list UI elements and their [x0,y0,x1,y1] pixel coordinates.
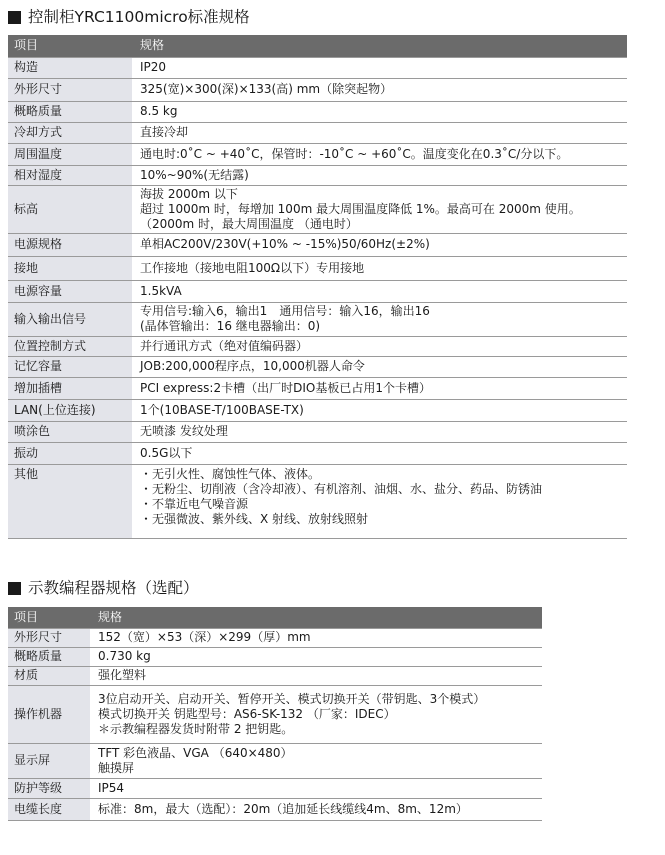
row-label: 记忆容量 [8,356,132,377]
row-value [90,666,542,685]
row-value [132,78,627,101]
table-row [8,743,542,778]
row-label: 防护等级 [8,778,90,798]
row-value-line: 通电时:0˚C ~ +40˚C，保管时：-10˚C ~ +60˚C。温度变化在0.3˚C/分以下。 [140,146,569,161]
table-header-row [8,35,627,57]
row-value [132,302,627,336]
header-item: 项目 [8,35,132,57]
row-label: 电源规格 [8,233,132,256]
row-label: 标高 [8,185,132,233]
row-value-line: 标准：8m，最大（选配）：20m（追加延长线缆线4m、8m、12m） [98,801,468,816]
row-label: 外形尺寸 [8,628,90,647]
row-value [132,101,627,122]
row-value [132,185,627,233]
row-label: 冷却方式 [8,122,132,143]
row-label: 相对湿度 [8,165,132,185]
row-value-line: 1个(10BASE-T/100BASE-TX) [140,402,304,417]
row-value [90,798,542,820]
row-value-line: 152（宽）×53（深）×299（厚）mm [98,630,311,644]
table-row [8,256,627,280]
row-value-line: 10%~90%(无结露) [140,167,249,182]
row-value [132,464,627,538]
row-value-line: 单相AC200V/230V(+10% ~ -15%)50/60Hz(±2%) [140,237,430,251]
row-label: 概略质量 [8,101,132,122]
row-value [132,233,627,256]
row-value-line: 强化塑料 [98,668,147,682]
table-row [8,647,542,666]
row-value-line: ＊示教编程器发货时附带 2 把钥匙。 [98,721,294,736]
header-spec: 规格 [90,607,542,628]
row-label: 概略质量 [8,647,90,666]
row-value-line: ・无强微波、紫外线、X 射线、放射线照射 [140,511,369,526]
table-row [8,798,542,820]
row-label: 其他 [8,464,132,538]
row-label: 操作机器 [8,685,90,743]
title-square-icon [8,11,21,24]
section-title-text: 控制柜YRC1100micro标准规格 [28,8,250,26]
table-row [8,57,627,78]
row-value [132,442,627,464]
table-row [8,421,627,442]
table-row [8,356,627,377]
row-label: 外形尺寸 [8,78,132,101]
header-item: 项目 [8,607,90,628]
row-label: 位置控制方式 [8,336,132,356]
row-value [132,122,627,143]
header-spec: 规格 [132,35,627,57]
table-row [8,666,542,685]
row-value-line: 0.5G以下 [140,445,193,460]
row-value-line: 专用信号:输入6，输出1 通用信号：输入16，输出16 [140,304,430,318]
row-value [132,165,627,185]
row-label: 增加插槽 [8,377,132,399]
row-value [132,356,627,377]
row-value [132,421,627,442]
row-value-line: PCI express:2卡槽（出厂时DIO基板已占用1个卡槽） [140,380,431,395]
table-row [8,143,627,165]
table-row [8,302,627,336]
row-value [132,143,627,165]
table-row [8,280,627,302]
row-label: 喷涂色 [8,421,132,442]
row-value [90,778,542,798]
row-value-line: 海拔 2000m 以下 [140,186,238,201]
table-header-row [8,607,542,628]
row-value-line: 超过 1000m 时，每增加 100m 最大周围温度降低 1%。最高可在 2000m 使用。 [140,201,581,216]
row-label: 显示屏 [8,743,90,778]
row-value [132,399,627,421]
row-value-line: 模式切换开关 钥匙型号：AS6-SK-132 （厂家：IDEC） [98,706,396,721]
table-row [8,399,627,421]
row-label: 构造 [8,57,132,78]
row-value-line: ・无引火性、腐蚀性气体、液体。 [140,466,321,481]
row-label: 电缆长度 [8,798,90,820]
row-value-line: TFT 彩色液晶、VGA （640×480） [98,745,293,760]
row-value-line: JOB:200,000程序点，10,000机器人命令 [140,359,365,373]
table-row [8,685,542,743]
row-value [132,256,627,280]
row-value-line: ・无粉尘、切削液（含冷却液）、有机溶剂、油烟、水、盐分、药品、防锈油 [140,481,543,496]
table-row [8,628,542,647]
section-title-text: 示教编程器规格（选配） [28,579,199,597]
row-value-line: 0.730 kg [98,649,151,663]
controller-spec-table [8,35,627,539]
row-value-line: 工作接地（接地电阻100Ω以下）专用接地 [140,260,365,275]
row-value-line: 325(宽)×300(深)×133(高) mm（除突起物） [140,82,393,96]
row-value [132,377,627,399]
row-value [90,685,542,743]
row-value [132,280,627,302]
table-row [8,165,627,185]
row-label: 输入输出信号 [8,302,132,336]
row-value-line: 无喷漆 发纹处理 [140,424,228,438]
row-value-line: 3位启动开关、启动开关、暂停开关、模式切换开关（带钥匙、3个模式） [98,691,486,706]
table-row [8,233,627,256]
row-value [90,647,542,666]
row-value-line: IP54 [98,780,125,795]
row-value [90,743,542,778]
row-value-line: 直接冷却 [140,125,189,139]
row-label: LAN(上位连接) [8,399,132,421]
title-square-icon [8,582,21,595]
row-value-line: ・不靠近电气噪音源 [140,496,249,511]
row-value [90,628,542,647]
table-row [8,464,627,538]
table-row [8,185,627,233]
section-title-pendant [8,578,199,598]
row-label: 周围温度 [8,143,132,165]
row-value-line: IP20 [140,60,167,74]
row-value-line: （2000m 时，最大周围温度 （通电时） [140,216,358,231]
row-label: 振动 [8,442,132,464]
row-value-line: (晶体管输出：16 继电器输出：0) [140,319,321,333]
row-label: 材质 [8,666,90,685]
table-row [8,122,627,143]
table-row [8,377,627,399]
table-row [8,78,627,101]
row-value-line: 8.5 kg [140,104,178,118]
table-row [8,442,627,464]
section-title-controller [8,7,250,27]
table-row [8,101,627,122]
table-row [8,778,542,798]
row-value-line: 1.5kVA [140,283,182,298]
row-value [132,57,627,78]
row-value [132,336,627,356]
row-value-line: 并行通讯方式（绝对值编码器） [140,338,309,353]
row-label: 接地 [8,256,132,280]
table-row [8,336,627,356]
row-value-line: 触摸屏 [98,760,135,775]
pendant-spec-table [8,607,542,821]
row-label: 电源容量 [8,280,132,302]
